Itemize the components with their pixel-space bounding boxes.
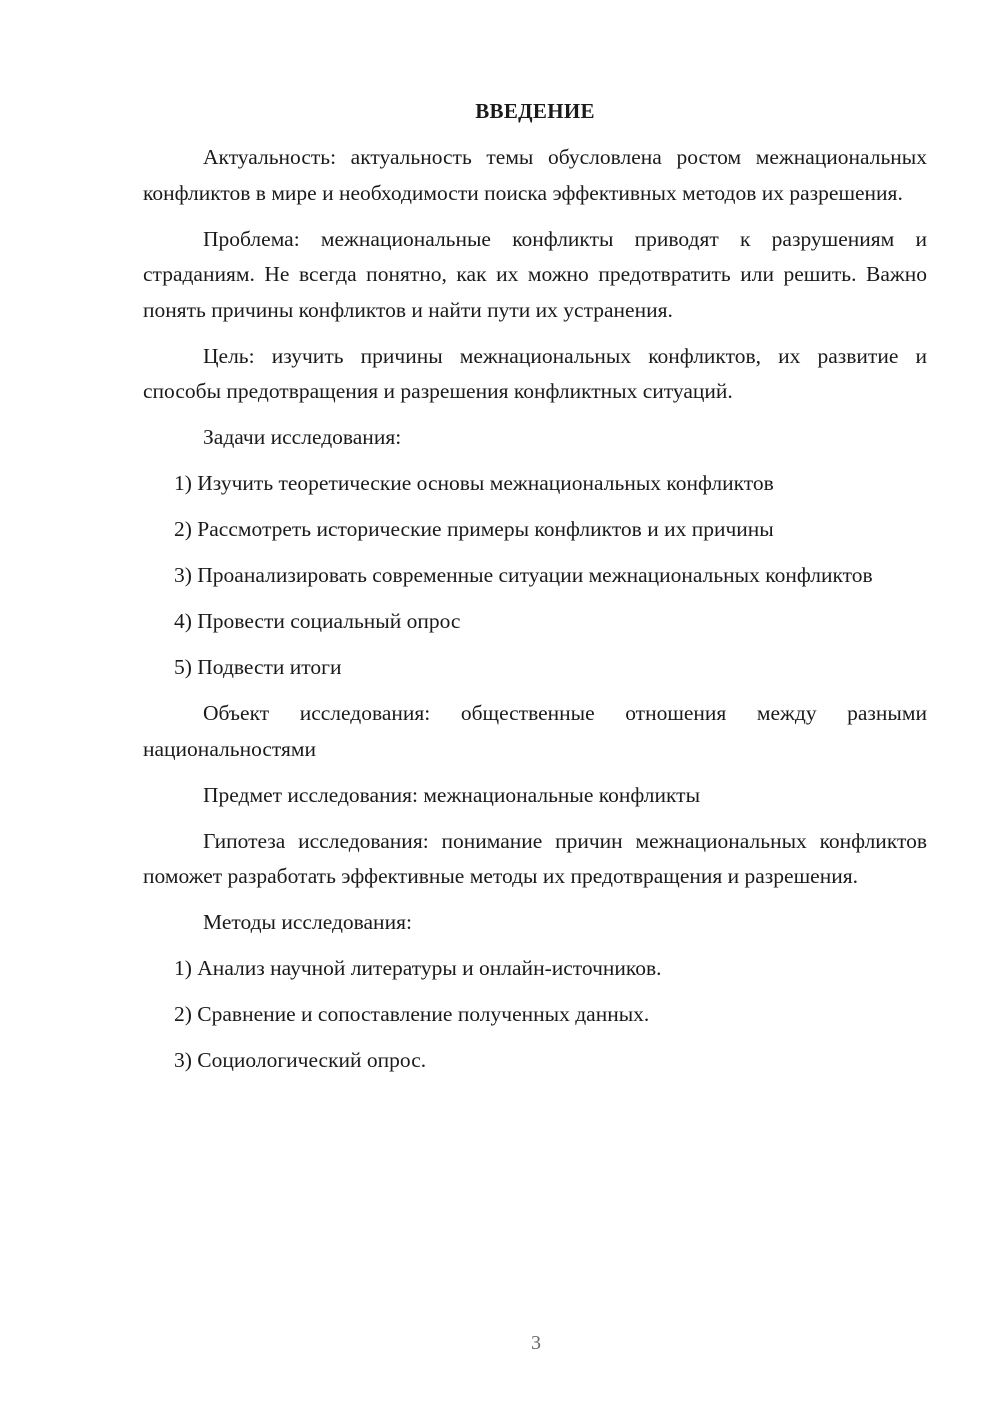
page-content xyxy=(143,94,927,1089)
paragraph-methods-heading: Методы исследования: xyxy=(203,910,412,934)
paragraph-object: Объект исследования: общественные отношения между разными национальностями xyxy=(143,701,927,761)
page-number: 3 xyxy=(531,1332,541,1354)
page-title: ВВЕДЕНИЕ xyxy=(475,99,595,123)
list-item: 1) Анализ научной литературы и онлайн-источников. xyxy=(174,956,662,980)
list-item: 4) Провести социальный опрос xyxy=(174,609,461,633)
list-item: 1) Изучить теоретические основы межнациональных конфликтов xyxy=(174,471,774,495)
list-item: 2) Сравнение и сопоставление полученных данных. xyxy=(174,1002,650,1026)
paragraph-hypothesis: Гипотеза исследования: понимание причин межнациональных конфликтов поможет разработать эффективные методы их предотвращения и разрешения. xyxy=(143,828,927,888)
paragraph-subject: Предмет исследования: межнациональные конфликты xyxy=(203,782,701,807)
paragraph-tasks-heading: Задачи исследования: xyxy=(203,425,402,449)
paragraph-problem: Проблема: межнациональные конфликты приводят к разрушениям и страданиям. Не всегда понятно, как их можно предотвратить или решить. Важно понять причины конфликтов и найти пути их устранения. xyxy=(143,226,927,322)
list-item: 2) Рассмотреть исторические примеры конфликтов и их причины xyxy=(174,517,774,541)
list-item: 3) Проанализировать современные ситуации межнациональных конфликтов xyxy=(174,563,873,587)
paragraph-goal: Цель: изучить причины межнациональных конфликтов, их развитие и способы предотвращения и разрешения конфликтных ситуаций. xyxy=(143,343,927,403)
list-item: 5) Подвести итоги xyxy=(174,655,342,679)
paragraph-relevance: Актуальность: актуальность темы обусловлена ростом межнациональных конфликтов в мире и необходимости поиска эффективных методов их разрешения. xyxy=(143,145,927,205)
list-item: 3) Социологический опрос. xyxy=(174,1048,427,1072)
